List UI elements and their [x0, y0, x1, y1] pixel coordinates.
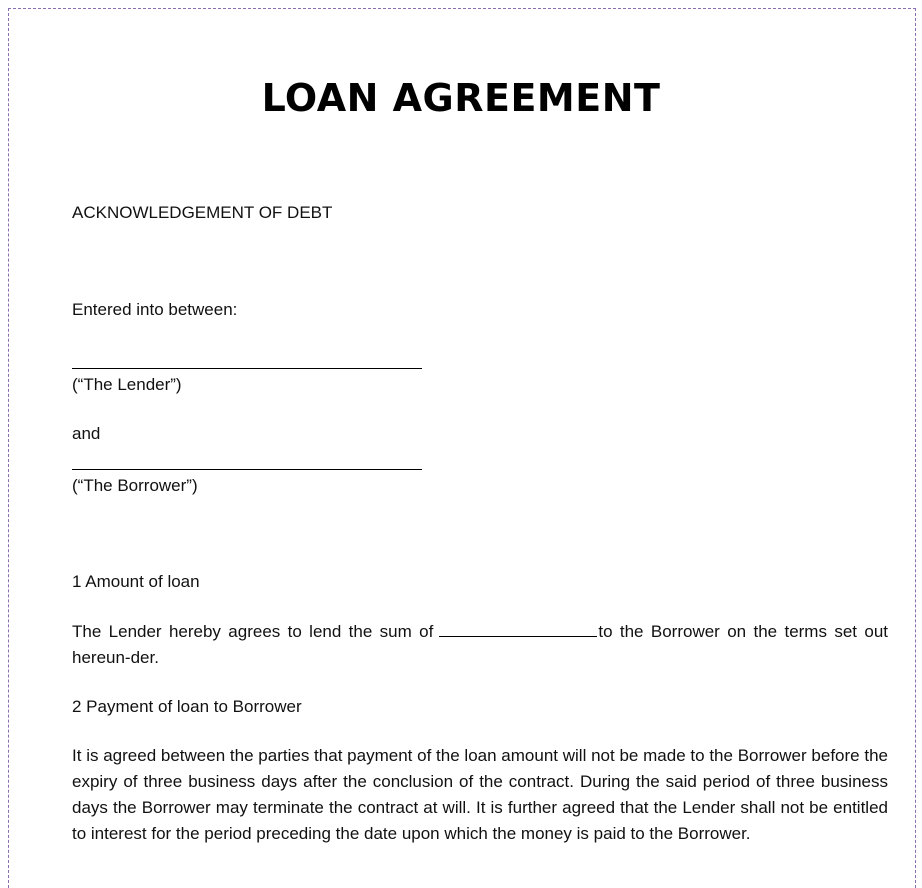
document-title: LOAN AGREEMENT [261, 76, 661, 120]
section-2-body: It is agreed between the parties that payment of the loan amount will not be made to the Borrower before the expiry of three business days after the conclusion of the contract. During the said period of three business days the Borrower may terminate the contract at will. It is further agreed that the Lender shall not be entitled to interest for the period preceding the date upon which the money is paid to the Borrower. [72, 746, 888, 843]
section-1-body [72, 619, 888, 671]
lender-label: (“The Lender”) [72, 375, 182, 394]
and-text: and [72, 424, 101, 443]
section-1-heading: 1 Amount of loan [72, 572, 200, 591]
document-subtitle: ACKNOWLEDGEMENT OF DEBT [72, 203, 333, 222]
borrower-signature-line [72, 469, 422, 470]
section-2-heading: 2 Payment of loan to Borrower [72, 697, 302, 716]
section-1-body-start: The Lender hereby agrees to lend the sum of [72, 622, 434, 641]
loan-amount-blank [439, 622, 597, 637]
lender-signature-line [72, 368, 422, 369]
section-1-body-end: to the Borrower on the terms set out hereun-der. [72, 622, 889, 667]
borrower-label: (“The Borrower”) [72, 476, 198, 495]
entered-into-text: Entered into between: [72, 300, 238, 319]
